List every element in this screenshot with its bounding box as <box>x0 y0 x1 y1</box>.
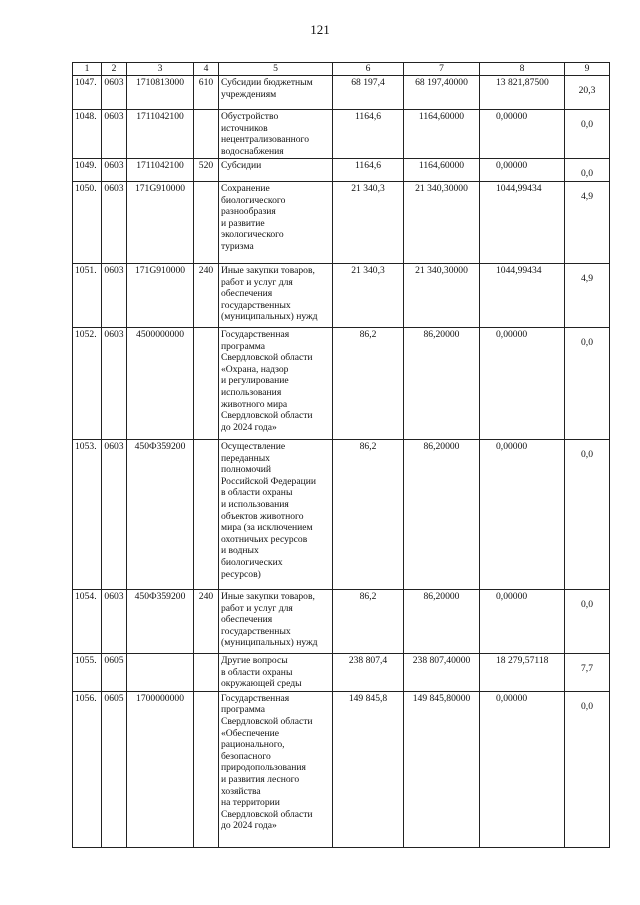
page-number: 121 <box>310 22 330 37</box>
percent-col-9: 20,3 <box>565 76 610 110</box>
item-name-line: и развития лесного <box>221 773 300 785</box>
column-header: 8 <box>480 63 565 76</box>
amount-col-6: 21 340,3 <box>333 181 404 263</box>
item-name-line: Свердловской области <box>221 808 313 820</box>
amount-col-6: 238 807,4 <box>333 653 404 691</box>
item-name-line: Российской Федерации <box>221 475 316 487</box>
item-name-line: Свердловской области <box>221 352 313 364</box>
item-name <box>219 110 333 159</box>
row-number: 1047. <box>73 76 102 110</box>
item-name-line: и регулирование <box>221 375 289 387</box>
item-name-line: ресурсов) <box>221 568 261 580</box>
column-number-row <box>73 63 610 76</box>
row-number: 1053. <box>73 439 102 589</box>
item-name-line: источников <box>221 122 268 134</box>
row-number: 1051. <box>73 263 102 327</box>
expense-type: 240 <box>194 589 219 653</box>
item-name-line: государственных <box>221 625 291 637</box>
amount-col-6: 68 197,4 <box>333 76 404 110</box>
target-code: 1711042100 <box>127 159 194 182</box>
section-code: 0603 <box>102 327 127 439</box>
item-name-line: до 2024 года» <box>221 820 277 832</box>
section-code: 0605 <box>102 691 127 847</box>
item-name-line: водоснабжения <box>221 145 284 157</box>
table-row <box>73 263 610 327</box>
item-name-line: учреждениям <box>221 88 277 100</box>
amount-col-6: 1164,6 <box>333 159 404 182</box>
item-name-line: «Обеспечение <box>221 727 279 739</box>
expense-type: 520 <box>194 159 219 182</box>
amount-col-7: 68 197,40000 <box>404 76 480 110</box>
target-code: 1710813000 <box>127 76 194 110</box>
item-name-line: туризма <box>221 240 254 252</box>
percent-col-9: 0,0 <box>565 327 610 439</box>
item-name-line: Свердловской области <box>221 410 313 422</box>
section-code: 0603 <box>102 589 127 653</box>
item-name-line: Свердловской области <box>221 715 313 727</box>
table-row <box>73 76 610 110</box>
amount-col-6: 1164,6 <box>333 110 404 159</box>
item-name-line: обеспечения <box>221 614 273 626</box>
amount-col-6: 21 340,3 <box>333 263 404 327</box>
item-name-line: в области охраны <box>221 487 293 499</box>
column-header: 9 <box>565 63 610 76</box>
item-name-line: природопользования <box>221 762 306 774</box>
amount-col-6: 86,2 <box>333 327 404 439</box>
item-name <box>219 653 333 691</box>
item-name-line: Субсидии бюджетным <box>221 77 313 88</box>
table-row <box>73 653 610 691</box>
amount-col-6: 86,2 <box>333 439 404 589</box>
target-code: 4500000000 <box>127 327 194 439</box>
item-name-line: Осуществление <box>221 440 286 452</box>
column-header: 1 <box>73 63 102 76</box>
item-name-line: обеспечения <box>221 288 273 300</box>
column-header: 3 <box>127 63 194 76</box>
section-code: 0603 <box>102 181 127 263</box>
item-name-line: государственных <box>221 299 291 311</box>
item-name-line: объектов животного <box>221 510 304 522</box>
table-row <box>73 159 610 182</box>
item-name-line: безопасного <box>221 750 271 762</box>
amount-col-6: 86,2 <box>333 589 404 653</box>
amount-col-7: 86,20000 <box>404 589 480 653</box>
target-code: 450Ф359200 <box>127 439 194 589</box>
column-header: 2 <box>102 63 127 76</box>
item-name <box>219 159 333 182</box>
amount-col-8: 18 279,57118 <box>480 653 565 691</box>
item-name-line: хозяйства <box>221 785 261 797</box>
row-number: 1055. <box>73 653 102 691</box>
amount-col-8: 0,00000 <box>480 691 565 847</box>
expense-type <box>194 110 219 159</box>
amount-col-8: 0,00000 <box>480 327 565 439</box>
item-name-line: биологического <box>221 194 286 206</box>
amount-col-8: 1044,99434 <box>480 181 565 263</box>
percent-col-9: 0,0 <box>565 691 610 847</box>
row-number: 1054. <box>73 589 102 653</box>
row-number: 1056. <box>73 691 102 847</box>
amount-col-7: 21 340,30000 <box>404 263 480 327</box>
amount-col-6: 149 845,8 <box>333 691 404 847</box>
item-name-line: полномочий <box>221 464 272 476</box>
amount-col-7: 21 340,30000 <box>404 181 480 263</box>
item-name-line: мира (за исключением <box>221 522 313 534</box>
expense-type <box>194 181 219 263</box>
amount-col-7: 238 807,40000 <box>404 653 480 691</box>
item-name-line: в области охраны <box>221 666 293 678</box>
item-name-line: «Охрана, надзор <box>221 363 289 375</box>
table-row <box>73 589 610 653</box>
item-name-line: охотничьих ресурсов <box>221 533 308 545</box>
column-header: 7 <box>404 63 480 76</box>
row-number: 1049. <box>73 159 102 182</box>
item-name <box>219 439 333 589</box>
item-name-line: и водных <box>221 545 259 557</box>
column-header: 6 <box>333 63 404 76</box>
item-name-line: использования <box>221 386 282 398</box>
expense-type: 610 <box>194 76 219 110</box>
percent-col-9: 7,7 <box>565 653 610 691</box>
item-name-line: нецентрализованного <box>221 134 310 146</box>
target-code <box>127 653 194 691</box>
item-name-line: Государственная <box>221 692 290 704</box>
item-name-line: (муниципальных) нужд <box>221 311 318 323</box>
item-name-line: программа <box>221 340 266 352</box>
target-code: 171G910000 <box>127 181 194 263</box>
item-name-line: переданных <box>221 452 270 464</box>
percent-col-9: 0,0 <box>565 439 610 589</box>
table-row <box>73 327 610 439</box>
percent-col-9: 0,0 <box>565 159 610 182</box>
row-number: 1050. <box>73 181 102 263</box>
amount-col-8: 1044,99434 <box>480 263 565 327</box>
table-body <box>73 63 610 848</box>
table-row <box>73 439 610 589</box>
section-code: 0603 <box>102 439 127 589</box>
item-name-line: рационального, <box>221 739 285 751</box>
item-name <box>219 589 333 653</box>
item-name-line: Обустройство <box>221 111 279 122</box>
item-name-line: Иные закупки товаров, <box>221 264 315 276</box>
table-row <box>73 181 610 263</box>
expense-type: 240 <box>194 263 219 327</box>
percent-col-9: 0,0 <box>565 589 610 653</box>
item-name-line: разнообразия <box>221 206 276 218</box>
section-code: 0603 <box>102 159 127 182</box>
column-header: 4 <box>194 63 219 76</box>
item-name-line: Иные закупки товаров, <box>221 590 315 602</box>
item-name-line: работ и услуг для <box>221 602 293 614</box>
percent-col-9: 4,9 <box>565 263 610 327</box>
item-name-line: Государственная <box>221 328 290 340</box>
item-name-line: и развитие <box>221 217 265 229</box>
expense-type <box>194 653 219 691</box>
item-name-line: программа <box>221 704 266 716</box>
amount-col-8: 0,00000 <box>480 159 565 182</box>
item-name <box>219 76 333 110</box>
item-name <box>219 181 333 263</box>
amount-col-7: 1164,60000 <box>404 110 480 159</box>
section-code: 0603 <box>102 263 127 327</box>
amount-col-7: 86,20000 <box>404 327 480 439</box>
item-name-line: и использования <box>221 498 289 510</box>
target-code: 171G910000 <box>127 263 194 327</box>
column-header: 5 <box>219 63 333 76</box>
section-code: 0605 <box>102 653 127 691</box>
table-row <box>73 110 610 159</box>
item-name-line: животного мира <box>221 398 288 410</box>
item-name <box>219 263 333 327</box>
amount-col-8: 13 821,87500 <box>480 76 565 110</box>
item-name <box>219 327 333 439</box>
amount-col-7: 1164,60000 <box>404 159 480 182</box>
percent-col-9: 4,9 <box>565 181 610 263</box>
item-name-line: Другие вопросы <box>221 654 288 666</box>
row-number: 1052. <box>73 327 102 439</box>
item-name-line: (муниципальных) нужд <box>221 637 318 649</box>
target-code: 1700000000 <box>127 691 194 847</box>
amount-col-8: 0,00000 <box>480 439 565 589</box>
percent-col-9: 0,0 <box>565 110 610 159</box>
table-row <box>73 691 610 847</box>
budget-table <box>72 62 610 848</box>
item-name-line: Субсидии <box>221 160 262 172</box>
expense-type <box>194 327 219 439</box>
target-code: 450Ф359200 <box>127 589 194 653</box>
amount-col-8: 0,00000 <box>480 110 565 159</box>
section-code: 0603 <box>102 76 127 110</box>
item-name-line: до 2024 года» <box>221 421 277 433</box>
expense-type <box>194 691 219 847</box>
section-code: 0603 <box>102 110 127 159</box>
amount-col-8: 0,00000 <box>480 589 565 653</box>
item-name-line: на территории <box>221 797 280 809</box>
expense-type <box>194 439 219 589</box>
item-name <box>219 691 333 847</box>
item-name-line: биологических <box>221 556 283 568</box>
target-code: 1711042100 <box>127 110 194 159</box>
item-name-line: работ и услуг для <box>221 276 293 288</box>
amount-col-7: 149 845,80000 <box>404 691 480 847</box>
row-number: 1048. <box>73 110 102 159</box>
item-name-line: экологического <box>221 229 284 241</box>
item-name-line: окружающей среды <box>221 678 302 690</box>
amount-col-7: 86,20000 <box>404 439 480 589</box>
item-name-line: Сохранение <box>221 182 270 194</box>
